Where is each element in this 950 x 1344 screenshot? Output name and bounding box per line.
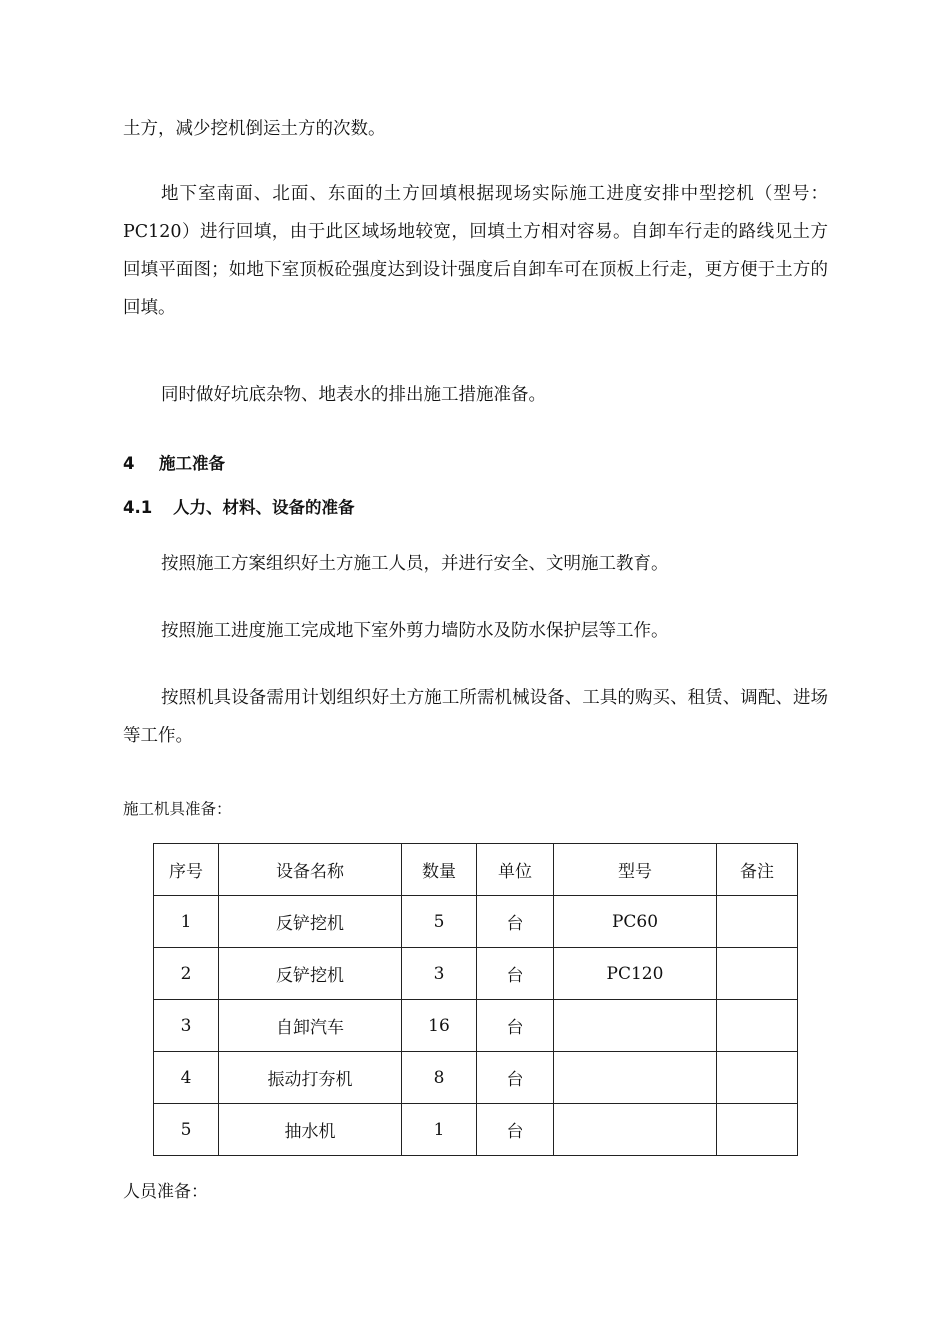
table-cell: 3 [154, 1000, 219, 1052]
table-cell: PC120 [554, 948, 717, 1000]
section-title: 施工准备 [159, 454, 225, 473]
table-cell: 台 [477, 896, 554, 948]
paragraph-continuation: 土方，减少挖机倒运土方的次数。 [123, 119, 386, 139]
table-row [154, 1104, 798, 1156]
table-cell [554, 1052, 717, 1104]
table-cell: PC60 [554, 896, 717, 948]
section-number: 4 [123, 454, 135, 473]
section-title: 人力、材料、设备的准备 [173, 498, 355, 517]
table-row [154, 896, 798, 948]
table-cell [717, 1000, 798, 1052]
personnel-label: 人员准备： [123, 1182, 208, 1202]
equipment-table [153, 843, 798, 1156]
header-cell: 备注 [717, 844, 798, 896]
table-cell: 16 [402, 1000, 477, 1052]
table-cell: 抽水机 [219, 1104, 402, 1156]
header-cell: 型号 [554, 844, 717, 896]
header-cell: 设备名称 [219, 844, 402, 896]
table-cell: 自卸汽车 [219, 1000, 402, 1052]
table-cell: 反铲挖机 [219, 948, 402, 1000]
table-cell: 8 [402, 1052, 477, 1104]
table-cell [717, 1104, 798, 1156]
equipment-label: 施工机具准备： [123, 800, 232, 818]
table-row [154, 1052, 798, 1104]
header-cell: 数量 [402, 844, 477, 896]
table-cell: 台 [477, 1052, 554, 1104]
paragraph-backfill: 地下室南面、北面、东面的土方回填根据现场实际施工进度安排中型挖机（型号：PC120）进行回填，由于此区域场地较宽，回填土方相对容易。自卸车行走的路线见土方回填平面图；如地下室顶板砼强度达到设计强度后自卸车可在顶板上行走，更方便于土方的回填。 [123, 184, 828, 318]
section-heading-4-1 [123, 496, 355, 520]
paragraph-drainage: 同时做好坑底杂物、地表水的排出施工措施准备。 [161, 385, 546, 405]
table-cell: 反铲挖机 [219, 896, 402, 948]
section-heading-4 [123, 452, 225, 476]
table-cell: 5 [154, 1104, 219, 1156]
table-cell: 台 [477, 948, 554, 1000]
table-row [154, 948, 798, 1000]
table-cell: 2 [154, 948, 219, 1000]
table-row [154, 1000, 798, 1052]
section-number: 4.1 [123, 498, 153, 517]
header-cell: 序号 [154, 844, 219, 896]
table-cell: 3 [402, 948, 477, 1000]
table-cell: 台 [477, 1000, 554, 1052]
table-cell [717, 948, 798, 1000]
header-cell: 单位 [477, 844, 554, 896]
table-cell: 5 [402, 896, 477, 948]
table-cell [554, 1104, 717, 1156]
table-cell [717, 1052, 798, 1104]
paragraph-personnel: 按照施工方案组织好土方施工人员，并进行安全、文明施工教育。 [161, 554, 669, 574]
table-cell [554, 1000, 717, 1052]
table-cell: 台 [477, 1104, 554, 1156]
table-cell: 振动打夯机 [219, 1052, 402, 1104]
table-cell [717, 896, 798, 948]
table-cell: 1 [154, 896, 219, 948]
table-cell: 1 [402, 1104, 477, 1156]
table-header-row [154, 844, 798, 896]
paragraph-machinery: 按照机具设备需用计划组织好土方施工所需机械设备、工具的购买、租赁、调配、进场等工作。 [123, 688, 828, 746]
paragraph-waterproofing: 按照施工进度施工完成地下室外剪力墙防水及防水保护层等工作。 [161, 621, 669, 641]
table-cell: 4 [154, 1052, 219, 1104]
